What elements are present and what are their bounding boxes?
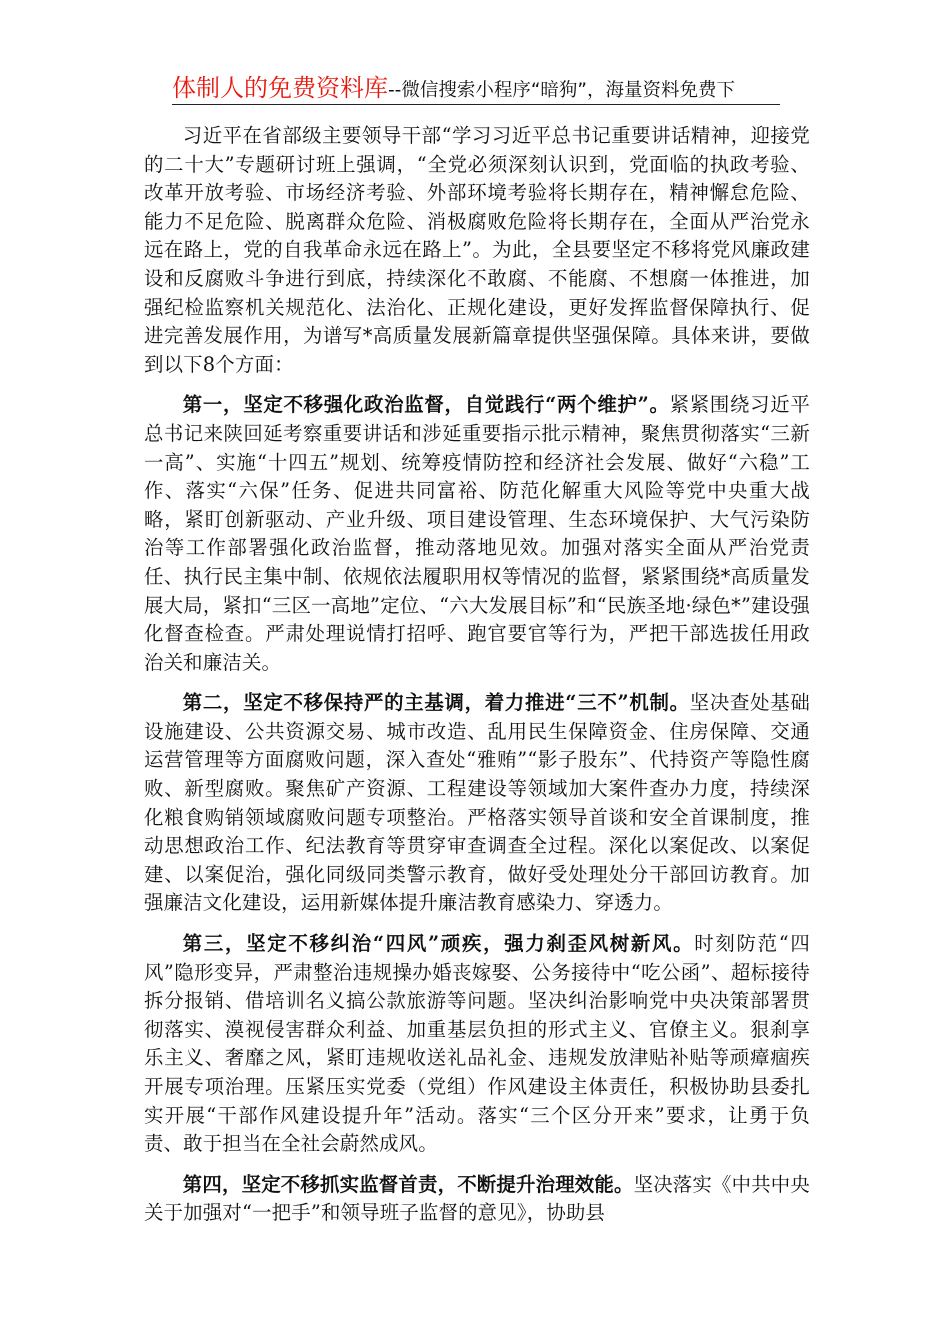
paragraph-lead: 第三，坚定不移纠治“四风”顽疾，强力刹歪风树新风。	[182, 932, 695, 956]
header-divider	[172, 104, 780, 105]
document-body	[144, 122, 810, 1240]
header-brand: 体制人的免费资料库	[172, 74, 388, 102]
intro-paragraph	[144, 122, 810, 379]
paragraph-text: 坚决查处基础设施建设、公共资源交易、城市改造、乱用民生保障资金、住房保障、交通运营管理等方面腐败问题，深入查处“雅贿”“影子股东”、代持资产等隐性腐败、新型腐败。聚焦矿产资源、工程建设等领域加大案件查办力度，持续深化粮食购销领域腐败问题专项整治。严格落实领导首谈和安全首课制度，推动思想政治工作、纪法教育等贯穿审查调查全过程。深化以案促改、以案促建、以案促治，强化同级同类警示教育，做好受处理处分干部回访教育。加强廉洁文化建设，运用新媒体提升廉洁教育感染力、穿透力。	[144, 691, 810, 915]
point-four-paragraph	[144, 1171, 810, 1228]
header-slogan: --微信搜索小程序“暗狗”，海量资料免费下	[388, 80, 736, 101]
paragraph-text: 坚决落实《中共中央关于加强对“一把手”和领导班子监督的意见》，协助县	[144, 1172, 810, 1225]
paragraph-text: 时刻防范“四风”隐形变异，严肃整治违规操办婚丧嫁娶、公务接待中“吃公函”、超标接待拆分报销、借培训名义搞公款旅游等问题。坚决纠治影响党中央决策部署贯彻落实、漠视侵害群众利益、加重基层负担的形式主义、官僚主义。狠刹享乐主义、奢靡之风，紧盯违规收送礼品礼金、违规发放津贴补贴等顽瘴痼疾开展专项治理。压紧压实党委（党组）作风建设主体责任，积极协助县委扎实开展“干部作风建设提升年”活动。落实“三个区分开来”要求，让勇于负责、敢于担当在全社会蔚然成风。	[144, 932, 810, 1156]
paragraph-lead: 第二，坚定不移保持严的主基调，着力推进“三不”机制。	[182, 691, 690, 715]
paragraph-text: 习近平在省部级主要领导干部“学习习近平总书记重要讲话精神，迎接党的二十大”专题研讨班上强调，“全党必须深刻认识到，党面临的执政考验、改革开放考验、市场经济考验、外部环境考验将长期存在，精神懈怠危险、能力不足危险、脱离群众危险、消极腐败危险将长期存在，全面从严治党永远在路上，党的自我革命永远在路上”。为此，全县要坚定不移将党风廉政建设和反腐败斗争进行到底，持续深化不敢腐、不能腐、不想腐一体推进，加强纪检监察机关规范化、法治化、正规化建设，更好发挥监督保障执行、促进完善发展作用，为谱写*高质量发展新篇章提供坚强保障。具体来讲，要做到以下8个方面：	[144, 124, 810, 376]
point-one-paragraph	[144, 391, 810, 677]
point-two-paragraph	[144, 689, 810, 918]
paragraph-text: 紧紧围绕习近平总书记来陕回延考察重要讲话和涉延重要指示批示精神，聚焦贯彻落实“三新一高”、实施“十四五”规划、统筹疫情防控和经济社会发展、做好“六稳”工作、落实“六保”任务、促进共同富裕、防范化解重大风险等党中央重大战略，紧盯创新驱动、产业升级、项目建设管理、生态环境保护、大气污染防治等工作部署强化政治监督，推动落地见效。加强对落实全面从严治党责任、执行民主集中制、依规依法履职用权等情况的监督，紧紧围绕*高质量发展大局，紧扣“三区一高地”定位、“六大发展目标”和“民族圣地·绿色*”建设强化督查检查。严肃处理说情打招呼、跑官要官等行为，严把干部选拔任用政治关和廉洁关。	[144, 393, 810, 674]
page-header	[172, 70, 782, 106]
point-three-paragraph	[144, 930, 810, 1159]
paragraph-lead: 第四，坚定不移抓实监督首责，不断提升治理效能。	[182, 1172, 634, 1196]
paragraph-lead: 第一，坚定不移强化政治监督，自觉践行“两个维护”。	[182, 393, 670, 417]
